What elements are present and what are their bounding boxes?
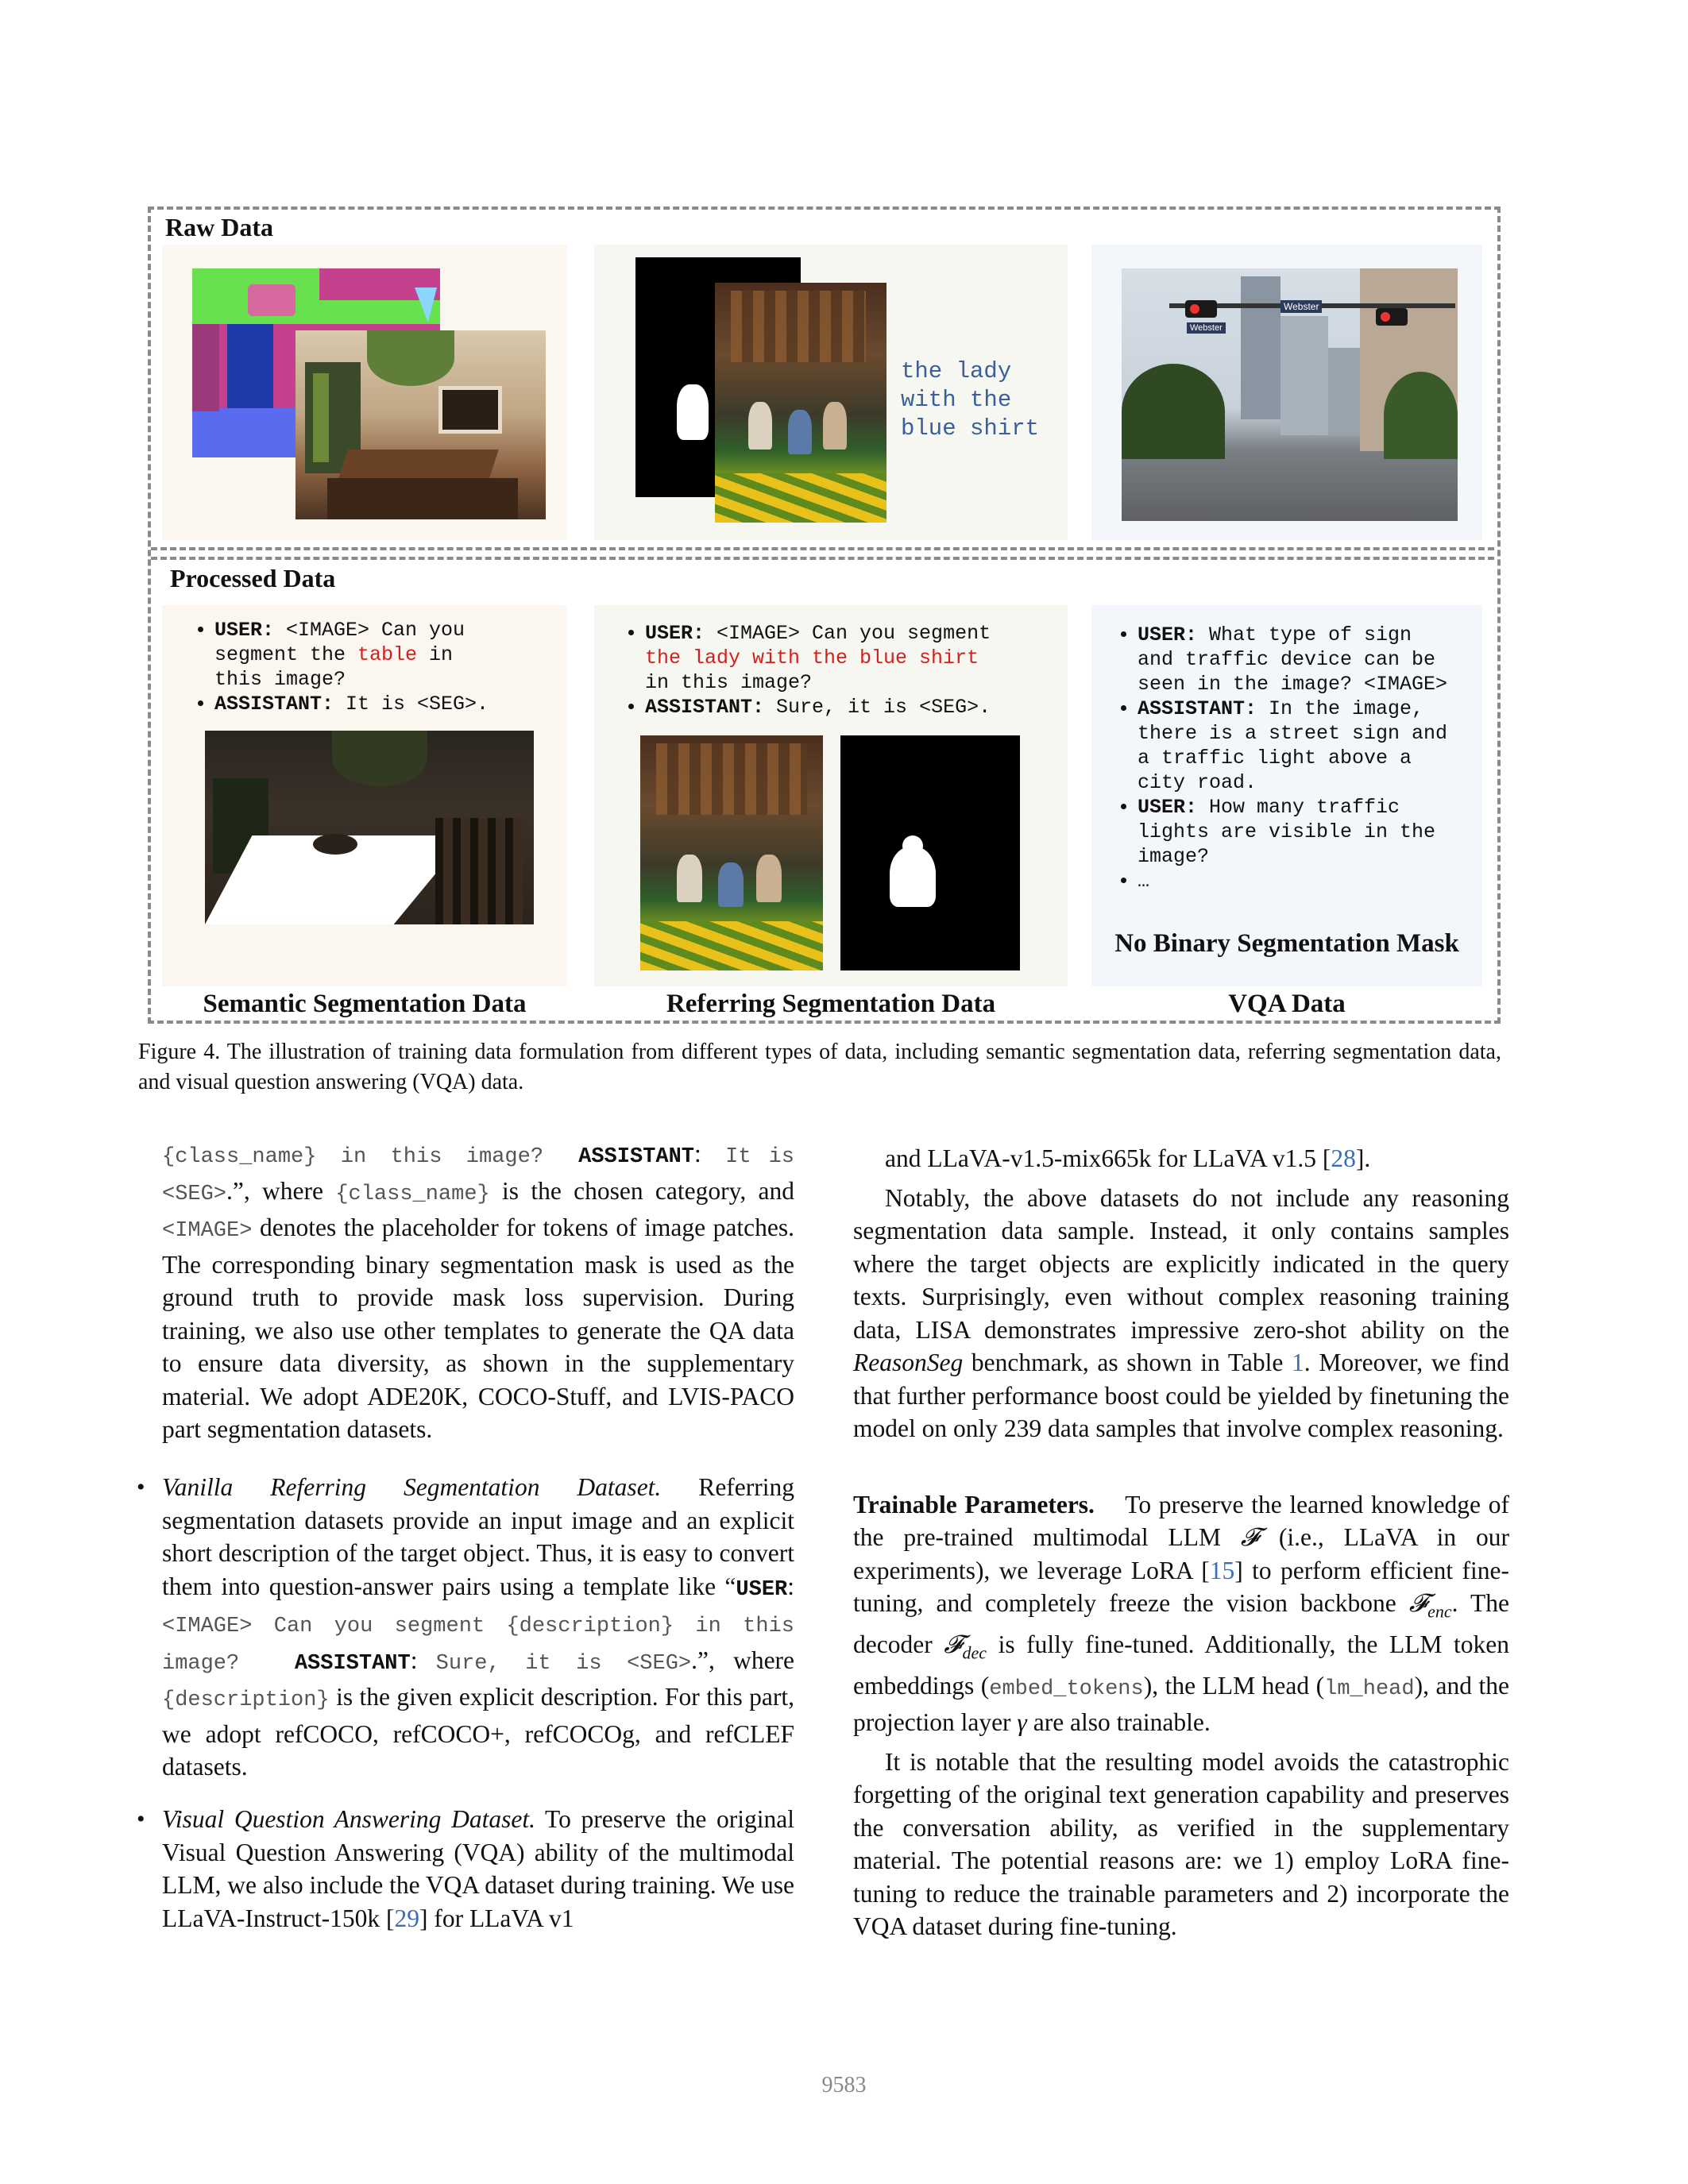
referring-user-item (645, 621, 1069, 695)
right-continuation (853, 1142, 1509, 1175)
raw-referring-panel (594, 245, 1068, 540)
text: ] to perform efficient fine-tuning, and completely freeze the vision backbone (853, 1556, 1509, 1617)
semantic-user-item (214, 618, 567, 692)
text: How many traffic (1197, 796, 1400, 819)
text: denotes the placeholder for tokens of image patches. The corresponding binary segmentation mask is used as the ground truth to provide mask loss supervision. During training, we also use other templates to generate the QA data to ensure data diversity, as shown in the supplementary material. We adopt ADE20K, COCO-Stuff, and LVIS-PACO part segmentation datasets. (162, 1214, 794, 1443)
user-label: USER: (1138, 623, 1198, 646)
text: . Moreover, we find that further performance boost could be yielded by finetuning the model on only 239 data samples that involve complex reasoning. (853, 1349, 1509, 1442)
text: is the given explicit description. For this part, we adopt refCOCO, refCOCO+, refCOCOg, and refCLEF datasets. (162, 1683, 794, 1781)
processed-referring-panel (594, 605, 1068, 986)
assistant-label: ASSISTANT: (645, 696, 765, 719)
code: {class_name} (335, 1182, 490, 1206)
text: <IMAGE> Can you (274, 619, 465, 642)
assistant-label: ASSISTANT (578, 1145, 694, 1169)
text: To preserve the learned knowledge of the pre-trained multimodal LLM (853, 1490, 1509, 1551)
referring-qa (601, 621, 1069, 720)
processed-data-title: Processed Data (170, 564, 336, 592)
processed-semantic-panel (162, 605, 567, 986)
semantic-qa (170, 618, 567, 716)
text: segment the (214, 643, 358, 666)
text: there is a street sign and (1138, 722, 1448, 745)
text: lights are visible in the (1138, 820, 1436, 843)
bullet-dot-3: • (137, 1806, 145, 1832)
text: .”, where (226, 1176, 336, 1205)
referring-assistant-item (645, 695, 1069, 720)
raw-data-title: Raw Data (165, 213, 273, 241)
text: : (787, 1572, 794, 1600)
bullet-title: Vanilla Referring Segmentation Dataset. (162, 1473, 662, 1501)
no-mask-label: No Binary Segmentation Mask (1114, 929, 1459, 958)
text: in this image? (645, 671, 813, 694)
vqa-qa (1096, 623, 1485, 893)
code: It (701, 1145, 751, 1169)
binary-mask-image (840, 735, 1020, 970)
bullet-dot-2: • (137, 1474, 145, 1500)
text: In the image, (1257, 697, 1424, 720)
page-number: 9583 (821, 2073, 867, 2097)
text: seen in the image? <IMAGE> (1138, 673, 1448, 696)
text: : (693, 1140, 701, 1167)
user-label: USER: (214, 619, 275, 642)
vqa-user-item-2 (1138, 795, 1485, 869)
math-subscript: dec (962, 1642, 987, 1663)
text: .”, where (691, 1646, 795, 1674)
referring-data-label: Referring Segmentation Data (666, 990, 996, 1018)
processed-vqa-panel (1091, 605, 1482, 986)
semantic-data-label: Semantic Segmentation Data (203, 990, 527, 1018)
vqa-data-label: VQA Data (1228, 990, 1346, 1018)
raw-semantic-panel (162, 245, 567, 540)
text: To preserve the original Visual Question Answering (VQA) ability of the multimodal LLM, we also include the VQA dataset during training. We use LLaVA-Instruct-150k [ (162, 1805, 794, 1932)
text: and traffic device can be (1138, 648, 1436, 671)
phrase-line-1: the lady (901, 358, 1012, 384)
street-photo (1122, 268, 1458, 521)
text: : (410, 1646, 418, 1674)
text: benchmark, as shown in Table (963, 1349, 1292, 1376)
citation-link[interactable]: 15 (1209, 1556, 1235, 1584)
target-phrase: the lady with the blue shirt (645, 646, 979, 669)
bullet-vqa (162, 1803, 794, 1935)
code: <IMAGE> (162, 1219, 253, 1243)
math-subscript: enc (1427, 1601, 1452, 1622)
phrase-line-2: with the (901, 387, 1012, 413)
text: image? (1138, 845, 1210, 868)
referring-phrase (901, 357, 1039, 443)
assistant-label: ASSISTANT: (214, 693, 334, 716)
math-symbol: 𝓕 (1408, 1589, 1428, 1617)
figure-caption: Figure 4. The illustration of training data formulation from different types of data, including semantic segmentation data, referring segmentation data, and visual question answering (VQA) data. (138, 1040, 1501, 1094)
phrase-line-3: blue shirt (901, 415, 1040, 442)
text: this image? (214, 668, 346, 691)
text: (i.e., LLaVA in our experiments), we leverage LoRA [ (853, 1523, 1509, 1584)
market-photo (715, 283, 886, 523)
text: is the chosen category, and (489, 1176, 794, 1205)
text: ] for LLaVA v1 (419, 1904, 574, 1932)
semantic-assistant-item (214, 692, 567, 716)
notable-paragraph: It is notable that the resulting model avoids the catastrophic forgetting of the original text generation capability and preserves the conversation ability, as verified in the supplementary material. The potential reasons are: we 1) employ LoRA fine-tuning to reduce the trainable parameters and 2) incorporate the VQA dataset during fine-tuning. (853, 1747, 1509, 1941)
code: lm_head (1324, 1677, 1415, 1701)
figure-divider-2 (151, 557, 1494, 560)
paragraph-title: Trainable Parameters. (853, 1490, 1095, 1518)
table-link[interactable]: 1 (1292, 1349, 1304, 1376)
left-continuation (162, 1137, 794, 1446)
class-word: table (357, 643, 418, 666)
street-sign-2: Webster (1187, 322, 1226, 334)
figure-divider (151, 547, 1494, 550)
citation-link[interactable]: 28 (1331, 1144, 1356, 1172)
text: are also trainable. (1026, 1708, 1211, 1737)
math-symbol: 𝓕 (944, 1630, 963, 1658)
text: Referring segmentation datasets provide an input image and an explicit short description of the target object. Thus, it is easy to convert them into question-answer pairs using a template like “ (162, 1473, 795, 1600)
vqa-assistant-item (1138, 696, 1485, 795)
bullet-referring (162, 1471, 794, 1784)
text: in (417, 643, 454, 666)
user-label: USER (736, 1577, 788, 1602)
text: is fully fine-tuned. Additionally, the LLM token embeddings ( (853, 1630, 1509, 1700)
text: . The decoder (853, 1589, 1510, 1658)
semantic-mask-overlay-photo (205, 731, 534, 924)
market-photo-processed (640, 735, 823, 970)
text: What type of sign (1197, 623, 1412, 646)
text: a traffic light above a (1138, 747, 1412, 770)
text: ), the LLM head ( (1143, 1671, 1325, 1700)
code: {description} (162, 1688, 330, 1712)
math-symbol: γ (1017, 1708, 1027, 1737)
math-symbol: 𝓕 (1240, 1523, 1260, 1551)
vqa-ellipsis-item: • … (1138, 869, 1485, 893)
raw-vqa-panel (1091, 245, 1482, 540)
notably-paragraph (853, 1182, 1509, 1445)
right-column (853, 1142, 1509, 1943)
code: embed_tokens (989, 1677, 1144, 1701)
text: Notably, the above datasets do not include any reasoning segmentation data sample. Instead, it only contains samples where the target objects are explicitly indicated in the query texts. Surprisingly, even without complex reasoning training data, LISA demonstrates impressive zero-shot ability on the (853, 1183, 1509, 1344)
text: It is <SEG>. (334, 693, 489, 716)
assistant-label: ASSISTANT (294, 1651, 411, 1676)
vqa-user-item (1138, 623, 1485, 696)
code: <IMAGE> Can you segment {description} in this image? (162, 1615, 794, 1676)
assistant-label: ASSISTANT: (1138, 697, 1257, 720)
code: is <SEG> (162, 1145, 795, 1206)
bullet-title: Visual Question Answering Dataset. (162, 1805, 535, 1833)
street-sign: Webster (1280, 300, 1322, 313)
benchmark-name: ReasonSeg (853, 1349, 964, 1376)
trainable-paragraph (853, 1488, 1509, 1739)
text: Sure, it is <SEG>. (764, 696, 991, 719)
code: {class_name} in this image? (162, 1145, 544, 1169)
user-label: USER: (645, 622, 705, 645)
text: ), and the projection layer (853, 1671, 1509, 1737)
text: ]. (1355, 1144, 1371, 1172)
room-photo (295, 330, 546, 519)
text: city road. (1138, 771, 1257, 794)
left-column (162, 1137, 794, 1446)
code: Sure, it is <SEG> (435, 1651, 692, 1676)
text: and LLaVA-v1.5-mix665k for LLaVA v1.5 [ (885, 1144, 1331, 1172)
citation-link[interactable]: 29 (394, 1904, 419, 1932)
text: <IMAGE> Can you segment (705, 622, 991, 645)
user-label: USER: (1138, 796, 1198, 819)
